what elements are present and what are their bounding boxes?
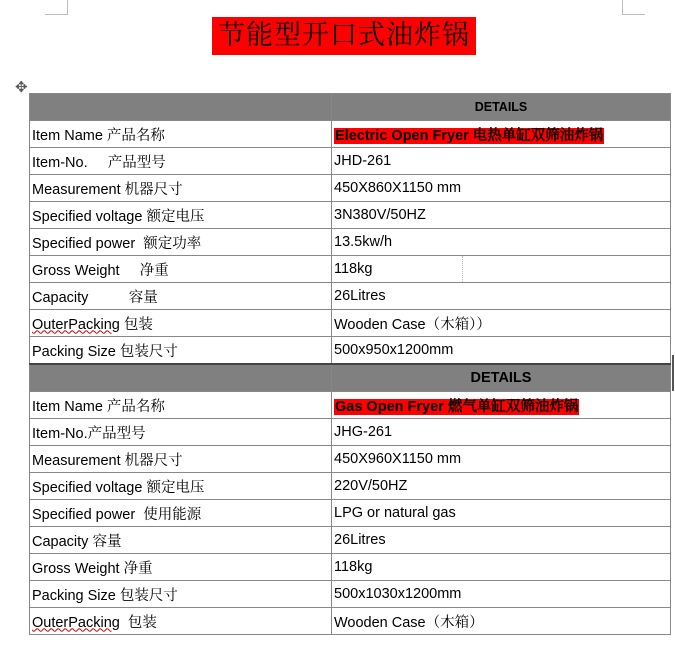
row-label — [30, 608, 332, 635]
row-label-suffix: 包装 — [119, 614, 157, 631]
row-value: 500x950x1200mm — [332, 337, 671, 365]
row-label — [30, 310, 332, 337]
page-title: 节能型开口式油炸锅 — [212, 17, 476, 55]
row-value: 118kg — [332, 554, 671, 581]
highlighted-product-name: Electric Open Fryer 电热单缸双筛油炸锅 — [335, 127, 604, 144]
row-value — [332, 121, 671, 148]
row-value: 450X960X1150 mm — [332, 446, 671, 473]
row-value: 450X860X1150 mm — [332, 175, 671, 202]
row-label-suffix: 包装 — [119, 316, 153, 333]
row-value: LPG or natural gas — [332, 500, 671, 527]
details-header: DETAILS — [332, 94, 671, 121]
row-label: Specified voltage 额定电压 — [30, 473, 332, 500]
row-value: JHG-261 — [332, 419, 671, 446]
row-label: Item Name 产品名称 — [30, 121, 332, 148]
row-label: Item-No. 产品型号 — [30, 148, 332, 175]
cell-gridline — [462, 256, 463, 282]
row-label: Specified voltage 额定电压 — [30, 202, 332, 229]
row-value: 26Litres — [332, 527, 671, 554]
table-resize-handle[interactable] — [672, 355, 674, 391]
spec-table — [29, 93, 671, 635]
row-value: JHD-261 — [332, 148, 671, 175]
highlighted-product-name: Gas Open Fryer 燃气单缸双筛油炸锅 — [335, 398, 579, 415]
move-arrows-icon[interactable]: ✥ — [15, 79, 28, 96]
row-value: 3N380V/50HZ — [332, 202, 671, 229]
row-label: Capacity 容量 — [30, 527, 332, 554]
row-label: Packing Size 包装尺寸 — [30, 337, 332, 365]
row-value: 13.5kw/h — [332, 229, 671, 256]
row-label: Measurement 机器尺寸 — [30, 446, 332, 473]
row-label: Gross Weight 净重 — [30, 256, 332, 283]
page-corner-mark-right — [622, 0, 645, 15]
row-label: Specified power 使用能源 — [30, 500, 332, 527]
row-value — [332, 392, 671, 419]
row-value: 500x1030x1200mm — [332, 581, 671, 608]
header-blank-cell — [30, 94, 332, 121]
row-label: Measurement 机器尺寸 — [30, 175, 332, 202]
row-label: Capacity 容量 — [30, 283, 332, 310]
spellcheck-word: OuterPacking — [32, 614, 120, 631]
row-value-text: 118kg — [334, 261, 373, 277]
row-label: Packing Size 包装尺寸 — [30, 581, 332, 608]
row-value: Wooden Case（木箱）） — [332, 310, 671, 337]
row-label: Item-No.产品型号 — [30, 419, 332, 446]
row-value: 26Litres — [332, 283, 671, 310]
row-value: 220V/50HZ — [332, 473, 671, 500]
page-corner-mark-left — [45, 0, 68, 15]
spellcheck-word: OuterPacking — [32, 316, 120, 333]
row-label: Item Name 产品名称 — [30, 392, 332, 419]
row-value: Wooden Case（木箱） — [332, 608, 671, 635]
row-value — [332, 256, 671, 283]
row-label: Gross Weight 净重 — [30, 554, 332, 581]
header-blank-cell — [30, 364, 332, 392]
row-label: Specified power 额定功率 — [30, 229, 332, 256]
details-header: DETAILS — [332, 364, 671, 392]
